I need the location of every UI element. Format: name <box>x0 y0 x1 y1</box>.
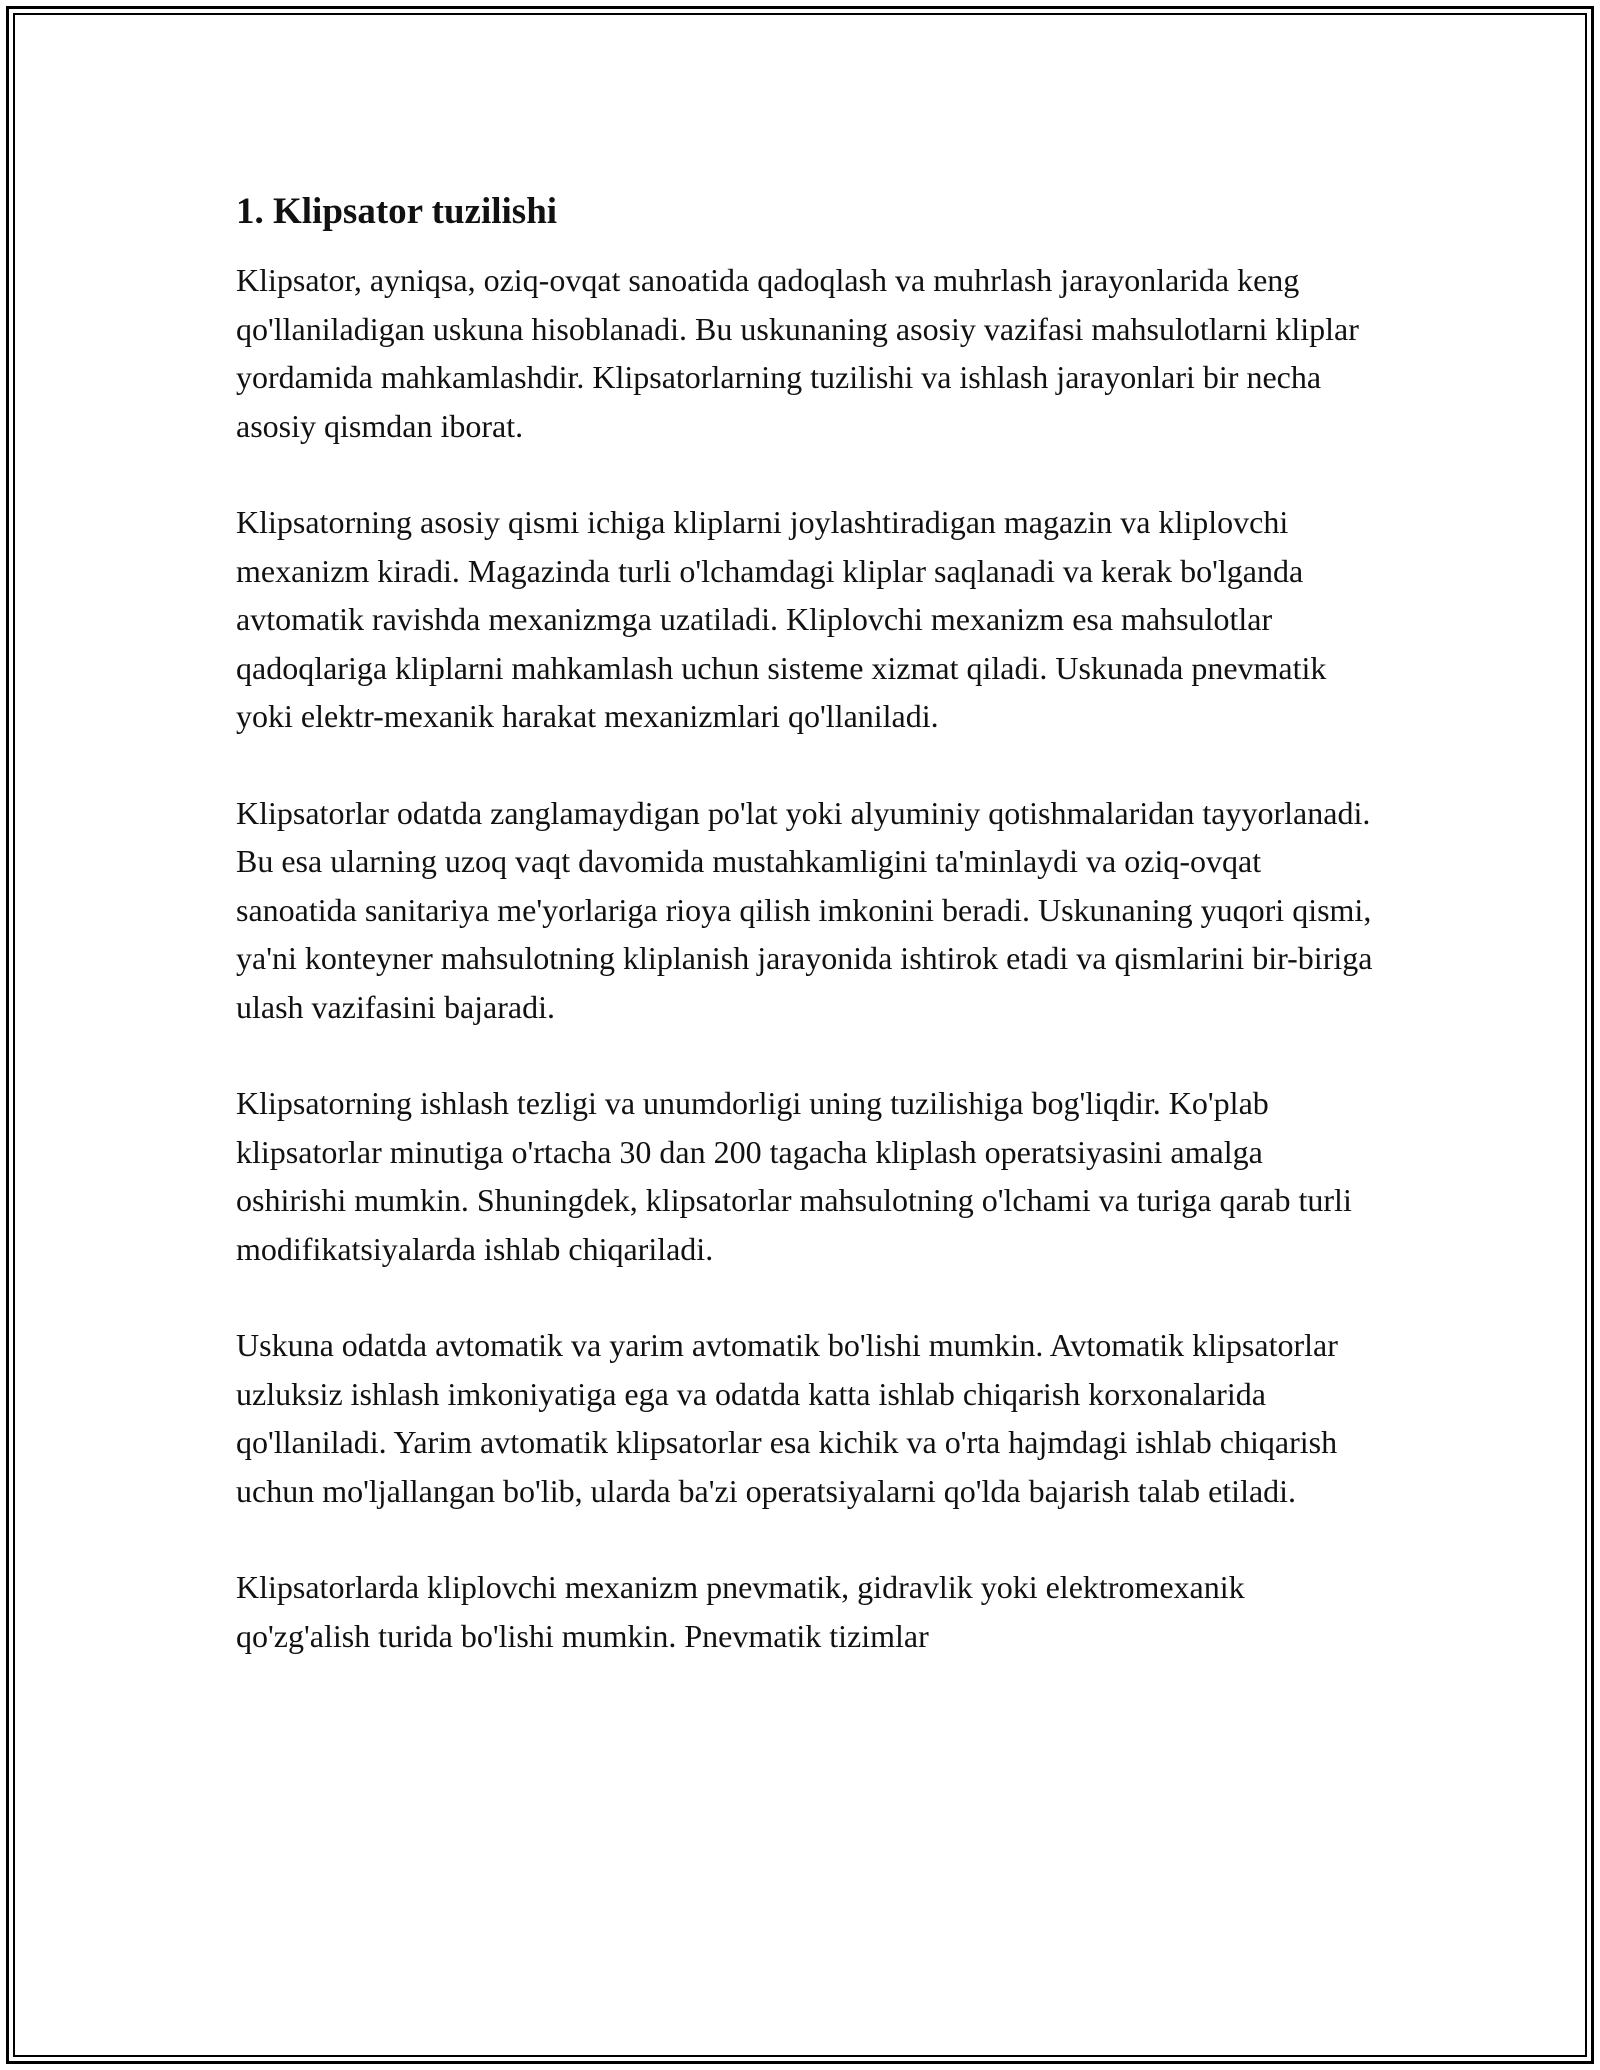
paragraph-3: Klipsatorlar odatda zanglamaydigan po'lat yoki alyuminiy qotishmalaridan tayyorlanadi. Bu esa ularning uzoq vaqt davomida mustahkamligini ta'minlaydi va oziq-ovqat sanoatida sanitariya me'yorlariga rioya qilish imkonini beradi. Uskunaning yuqori qismi, ya'ni konteyner mahsulotning kliplanish jarayonida ishtirok etadi va qismlarini bir-biriga ulash vazifasini bajaradi. <box>236 794 1373 1025</box>
paragraph-4: Klipsatorning ishlash tezligi va unumdorligi uning tuzilishiga bog'liqdir. Ko'plab klipsatorlar minutiga o'rtacha 30 dan 200 tagacha kliplash operatsiyasini amalga oshirishi mumkin. Shuningdek, klipsatorlar mahsulotning o'lchami va turiga qarab turli modifikatsiyalarda ishlab chiqariladi. <box>236 1085 1352 1267</box>
paragraph-1: Klipsator, ayniqsa, oziq-ovqat sanoatida qadoqlash va muhrlash jarayonlarida keng qo'llaniladigan uskuna hisoblanadi. Bu uskunaning asosiy vazifasi mahsulotlarni kliplar yordamida mahkamlashdir. Klipsatorlarning tuzilishi va ishlash jarayonlari bir necha asosiy qismdan iborat. <box>236 262 1359 444</box>
section-heading: 1. Klipsator tuzilishi <box>236 191 558 232</box>
document-body <box>236 188 1376 1708</box>
paragraph-6: Klipsatorlarda kliplovchi mexanizm pnevmatik, gidravlik yoki elektromexanik qo'zg'alish turida bo'lishi mumkin. Pnevmatik tizimlar <box>236 1569 1245 1654</box>
paragraph-2: Klipsatorning asosiy qismi ichiga kliplarni joylashtiradigan magazin va kliplovchi mexanizm kiradi. Magazinda turli o'lchamdagi kliplar saqlanadi va kerak bo'lganda avtomatik ravishda mexanizmga uzatiladi. Kliplovchi mexanizm esa mahsulotlar qadoqlariga kliplarni mahkamlash uchun sisteme xizmat qiladi. Uskunada pnevmatik yoki elektr-mexanik harakat mexanizmlari qo'llaniladi. <box>236 504 1327 734</box>
paragraph-5: Uskuna odatda avtomatik va yarim avtomatik bo'lishi mumkin. Avtomatik klipsatorlar uzluksiz ishlash imkoniyatiga ega va odatda katta ishlab chiqarish korxonalarida qo'llaniladi. Yarim avtomatik klipsatorlar esa kichik va o'rta hajmdagi ishlab chiqarish uchun mo'ljallangan bo'lib, ularda ba'zi operatsiyalarni qo'lda bajarish talab etiladi. <box>236 1327 1338 1509</box>
